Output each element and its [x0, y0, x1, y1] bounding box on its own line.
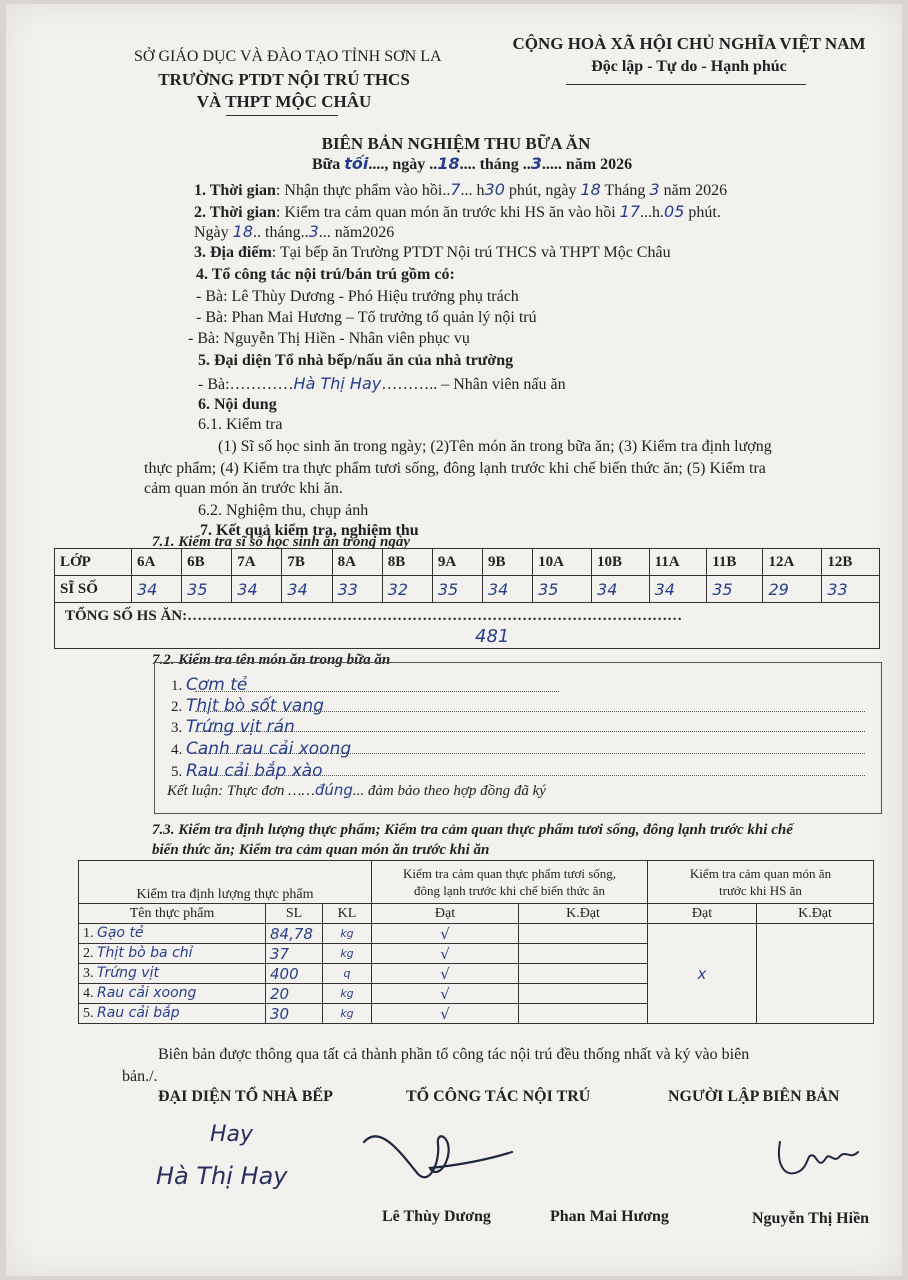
- t3-sub-kdat: K.Đạt: [519, 904, 648, 924]
- section-6-title: 6. Nội dung: [198, 396, 277, 413]
- dish-item-5: 5. Rau cải bắp xào: [171, 761, 323, 781]
- count-cell: 34: [232, 576, 282, 603]
- member-3: - Bà: Nguyễn Thị Hiền - Nhân viên phục vụ: [188, 330, 470, 347]
- signature-le-thuy-duong: [360, 1122, 520, 1192]
- section-6-2: 6.2. Nghiệm thu, chụp ảnh: [198, 502, 369, 519]
- header-left-underline: [226, 115, 338, 116]
- count-cell: 34: [482, 576, 532, 603]
- dish-item-3: 3. Trứng vịt rán: [171, 717, 295, 737]
- t3-head-fresh: Kiểm tra cảm quan thực phẩm tươi sống, đông lạnh trước khi chế biến thức ăn: [372, 861, 648, 904]
- class-cell: 9B: [482, 549, 532, 576]
- header-right-underline: [566, 84, 806, 85]
- section-3: 3. Địa điểm: Tại bếp ăn Trường PTDT Nội trú THCS và THPT Mộc Châu: [194, 244, 671, 261]
- table-1-title: 7.1. Kiểm tra sĩ số học sinh ăn trong ngày: [152, 534, 410, 550]
- t3-head-quantity: Kiểm tra định lượng thực phẩm: [79, 861, 372, 904]
- food-sl: 400: [266, 964, 323, 984]
- food-kdat: [519, 964, 648, 984]
- food-kl: kg: [323, 984, 372, 1004]
- table-3-title-1: 7.3. Kiểm tra định lượng thực phẩm; Kiểm tra cảm quan thực phẩm tươi sống, đông lạnh trước khi chế: [152, 822, 793, 838]
- dish-line: [195, 691, 559, 692]
- class-row: [55, 549, 880, 576]
- class-cell: 12A: [763, 549, 822, 576]
- class-cell: 11B: [707, 549, 763, 576]
- food-kdat: [519, 1004, 648, 1024]
- signature-title-boarding: TỔ CÔNG TÁC NỘI TRÚ: [406, 1088, 591, 1105]
- section-2-date: Ngày 18.. tháng..3... năm2026: [194, 222, 395, 241]
- food-kdat: [519, 984, 648, 1004]
- header-country: CỘNG HOÀ XÃ HỘI CHỦ NGHĨA VIỆT NAM: [512, 34, 866, 53]
- document-page: [6, 4, 902, 1276]
- class-cell: 7A: [232, 549, 282, 576]
- t3-sub-dat: Đạt: [372, 904, 519, 924]
- final-kdat-cell: [757, 924, 874, 1024]
- t3-sub-kl: KL: [323, 904, 372, 924]
- meal-month: 3: [530, 154, 542, 173]
- dish-item-4: 4. Canh rau cải xoong: [171, 739, 352, 759]
- total-label: TỔNG SỐ HS ĂN:………………………………………………………………………………………: [65, 608, 683, 624]
- final-check-cell: x: [648, 924, 757, 1024]
- class-cell: 9A: [432, 549, 482, 576]
- food-quality-table: [78, 860, 874, 1024]
- count-row: [55, 576, 880, 603]
- section-2: 2. Thời gian: Kiểm tra cảm quan món ăn trước khi HS ăn vào hồi 17...h.05 phút.: [194, 202, 721, 221]
- section-6-para-3: cảm quan món ăn trước khi ăn.: [144, 480, 343, 497]
- food-kdat: [519, 924, 648, 944]
- section-5-cook: - Bà:…………Hà Thị Hay……….. – Nhân viên nấu ăn: [198, 374, 566, 393]
- food-check: √: [372, 924, 519, 944]
- food-kl: kg: [323, 944, 372, 964]
- signature-title-recorder: NGƯỜI LẬP BIÊN BẢN: [668, 1088, 840, 1105]
- food-sl: 84,78: [266, 924, 323, 944]
- section-6-para-1: (1) Sĩ số học sinh ăn trong ngày; (2)Tên món ăn trong bữa ăn; (3) Kiểm tra định lượng: [218, 438, 772, 455]
- class-cell: 11A: [649, 549, 707, 576]
- meal-name: tối: [344, 154, 369, 173]
- food-kl: kg: [323, 924, 372, 944]
- dish-item-2: 2. Thịt bò sốt vang: [171, 696, 324, 716]
- food-check: √: [372, 964, 519, 984]
- signer-name-phan-mai-huong: Phan Mai Hương: [550, 1208, 669, 1225]
- signature-nguyen-thi-hien: [770, 1134, 870, 1184]
- total-box: [54, 602, 880, 649]
- count-cell: 35: [533, 576, 592, 603]
- section-7-title: 7. Kết quả kiểm tra, nghiệm thu: [200, 522, 419, 539]
- count-cell: 29: [763, 576, 822, 603]
- t3-head-dish: Kiểm tra cảm quan món ăn trước khi HS ăn: [648, 861, 874, 904]
- t3-sub-kdat2: K.Đạt: [757, 904, 874, 924]
- food-sl: 20: [266, 984, 323, 1004]
- section-6-1: 6.1. Kiểm tra: [198, 416, 283, 433]
- t3-sub-name: Tên thực phẩm: [79, 904, 266, 924]
- dish-list-box: [154, 662, 882, 814]
- class-cell: 12B: [822, 549, 880, 576]
- count-cell: 35: [182, 576, 232, 603]
- count-cell: 32: [382, 576, 432, 603]
- food-kl: kg: [323, 1004, 372, 1024]
- count-cell: 34: [649, 576, 707, 603]
- dish-item-1: 1. Cơm tẻ: [171, 675, 248, 695]
- count-cell: 34: [282, 576, 332, 603]
- class-cell: 8B: [382, 549, 432, 576]
- header-school: TRƯỜNG PTDT NỘI TRÚ THCS: [158, 70, 410, 89]
- food-name: 5. Rau cải bắp: [79, 1004, 266, 1024]
- count-cell: 33: [822, 576, 880, 603]
- header-school-2: VÀ THPT MỘC CHÂU: [196, 92, 372, 111]
- class-cell: 10A: [533, 549, 592, 576]
- class-row-label: LỚP: [55, 549, 132, 576]
- food-check: √: [372, 984, 519, 1004]
- cook-name: Hà Thị Hay: [293, 374, 382, 393]
- closing-text-2: bản./.: [122, 1068, 158, 1085]
- class-cell: 6B: [182, 549, 232, 576]
- food-kl: q: [323, 964, 372, 984]
- count-cell: 35: [432, 576, 482, 603]
- food-check: √: [372, 1004, 519, 1024]
- total-value: 481: [475, 626, 510, 647]
- signer-name-nguyen-thi-hien: Nguyễn Thị Hiền: [752, 1210, 870, 1227]
- class-cell: 6A: [132, 549, 182, 576]
- t3-sub-dat2: Đạt: [648, 904, 757, 924]
- t3-sub-row: [79, 904, 874, 924]
- food-name: 2. Thịt bò ba chỉ: [79, 944, 266, 964]
- count-cell: 34: [592, 576, 650, 603]
- kitchen-signature-name: Hà Thị Hay: [156, 1162, 288, 1190]
- food-name: 3. Trứng vịt: [79, 964, 266, 984]
- class-cell: 10B: [592, 549, 650, 576]
- t3-head-row: [79, 861, 874, 904]
- food-name: 4. Rau cải xoong: [79, 984, 266, 1004]
- section-6-para-2: thực phẩm; (4) Kiểm tra thực phẩm tươi sống, đông lạnh trước khi chế biến thức ăn; (5) Kiểm tra: [144, 460, 766, 477]
- meal-day: 18: [437, 154, 460, 173]
- food-kdat: [519, 944, 648, 964]
- member-1: - Bà: Lê Thùy Dương - Phó Hiệu trưởng phụ trách: [196, 288, 519, 305]
- signer-name-le-thuy-duong: Lê Thùy Dương: [382, 1208, 491, 1225]
- food-check: √: [372, 944, 519, 964]
- table-3-title-2: biến thức ăn; Kiểm tra cảm quan món ăn trước khi ăn: [152, 842, 490, 858]
- kitchen-signature-short: Hay: [210, 1122, 254, 1147]
- count-cell: 33: [332, 576, 382, 603]
- document-title: BIÊN BẢN NGHIỆM THU BỮA ĂN: [321, 134, 591, 153]
- food-name: 1. Gạo tẻ: [79, 924, 266, 944]
- table-2-title: 7.2. Kiểm tra tên món ăn trong bữa ăn: [152, 652, 391, 668]
- section-5-title: 5. Đại diện Tổ nhà bếp/nấu ăn của nhà trường: [198, 352, 514, 369]
- count-row-label: SĨ SỐ: [55, 576, 132, 603]
- food-sl: 37: [266, 944, 323, 964]
- menu-conclusion: Kết luận: Thực đơn ……đúng... đảm bảo theo hợp đồng đã ký: [167, 781, 546, 799]
- header-department: SỞ GIÁO DỤC VÀ ĐÀO TẠO TỈNH SƠN LA: [134, 48, 442, 65]
- member-2: - Bà: Phan Mai Hương – Tổ trưởng tổ quản lý nội trú: [196, 309, 537, 326]
- section-4-title: 4. Tổ công tác nội trú/bán trú gồm có:: [196, 266, 455, 283]
- header-motto: Độc lập - Tự do - Hạnh phúc: [591, 58, 787, 75]
- food-sl: 30: [266, 1004, 323, 1024]
- class-cell: 7B: [282, 549, 332, 576]
- class-count-table: [54, 548, 880, 603]
- count-cell: 35: [707, 576, 763, 603]
- count-cell: 34: [132, 576, 182, 603]
- signature-title-kitchen: ĐẠI DIỆN TỔ NHÀ BẾP: [158, 1088, 333, 1105]
- t3-sub-sl: SL: [266, 904, 323, 924]
- class-cell: 8A: [332, 549, 382, 576]
- meal-line: Bữa tối...., ngày ..18.... tháng ..3..... năm 2026: [312, 154, 633, 173]
- section-1: 1. Thời gian: Nhận thực phẩm vào hồi..7... h30 phút, ngày 18 Tháng 3 năm 2026: [194, 180, 728, 199]
- food-row: [79, 924, 874, 944]
- dish-line: [195, 731, 865, 732]
- closing-text-1: Biên bản được thông qua tất cả thành phần tổ công tác nội trú đều thống nhất và ký vào biên: [158, 1046, 750, 1063]
